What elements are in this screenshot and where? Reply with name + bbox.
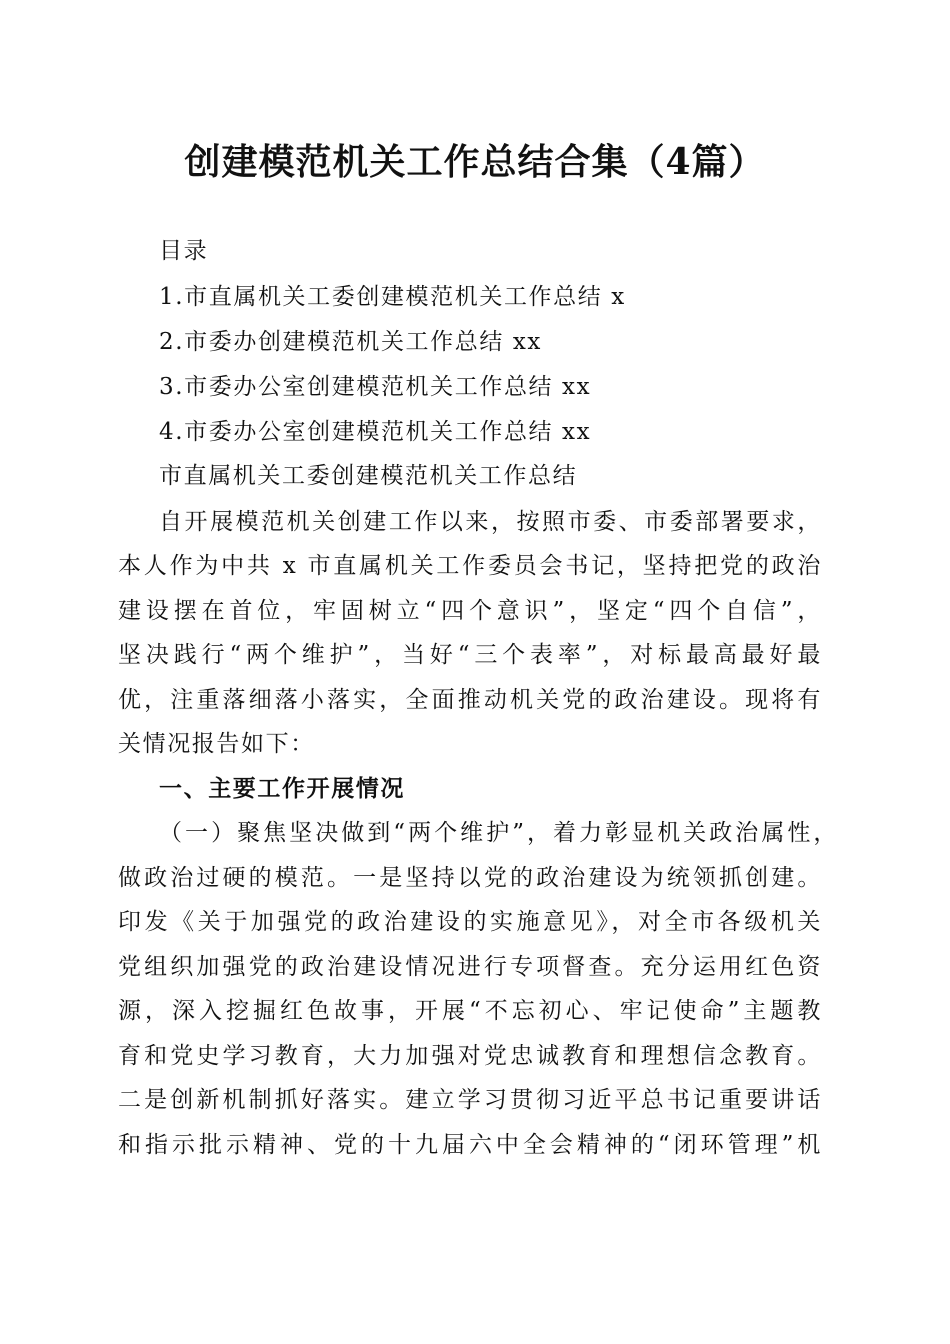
intro-line: 关情况报告如下： xyxy=(118,731,315,757)
section-line: 做政治过硬的模范。一是坚持以党的政治建设为统领抓创建。 xyxy=(118,865,822,891)
intro-line: 本人作为中共 x 市直属机关工作委员会书记，坚持把党的政治 xyxy=(118,553,822,579)
toc-item: 4.市委办公室创建模范机关工作总结 xx xyxy=(159,419,592,445)
toc-heading: 目录 xyxy=(159,238,209,264)
toc-item: 3.市委办公室创建模范机关工作总结 xx xyxy=(159,374,592,400)
section-line: 源，深入挖掘红色故事，开展“不忘初心、牢记使命”主题教 xyxy=(118,998,822,1024)
toc-item: 2.市委办创建模范机关工作总结 xx xyxy=(159,329,542,355)
section-line: 印发《关于加强党的政治建设的实施意见》，对全市各级机关 xyxy=(118,909,822,935)
intro-line: 坚决践行“两个维护”，当好“三个表率”，对标最高最好最 xyxy=(118,642,822,668)
article-title: 市直属机关工委创建模范机关工作总结 xyxy=(159,463,578,489)
toc-item: 1.市直属机关工委创建模范机关工作总结 x xyxy=(159,284,626,310)
section-heading: 一、主要工作开展情况 xyxy=(159,776,405,802)
section-line: 党组织加强党的政治建设情况进行专项督查。充分运用红色资 xyxy=(118,954,822,980)
document-title: 创建模范机关工作总结合集（4篇） xyxy=(184,141,766,183)
section-line: 和指示批示精神、党的十九届六中全会精神的“闭环管理”机 xyxy=(118,1132,822,1158)
section-line: 育和党史学习教育，大力加强对党忠诚教育和理想信念教育。 xyxy=(118,1043,822,1069)
intro-line: 自开展模范机关创建工作以来，按照市委、市委部署要求， xyxy=(159,509,822,535)
section-line: （一）聚焦坚决做到“两个维护”，着力彰显机关政治属性， xyxy=(159,820,838,846)
intro-line: 建设摆在首位，牢固树立“四个意识”，坚定“四个自信”， xyxy=(118,598,822,624)
section-line: 二是创新机制抓好落实。建立学习贯彻习近平总书记重要讲话 xyxy=(118,1087,822,1113)
intro-line: 优，注重落细落小落实，全面推动机关党的政治建设。现将有 xyxy=(118,687,822,713)
